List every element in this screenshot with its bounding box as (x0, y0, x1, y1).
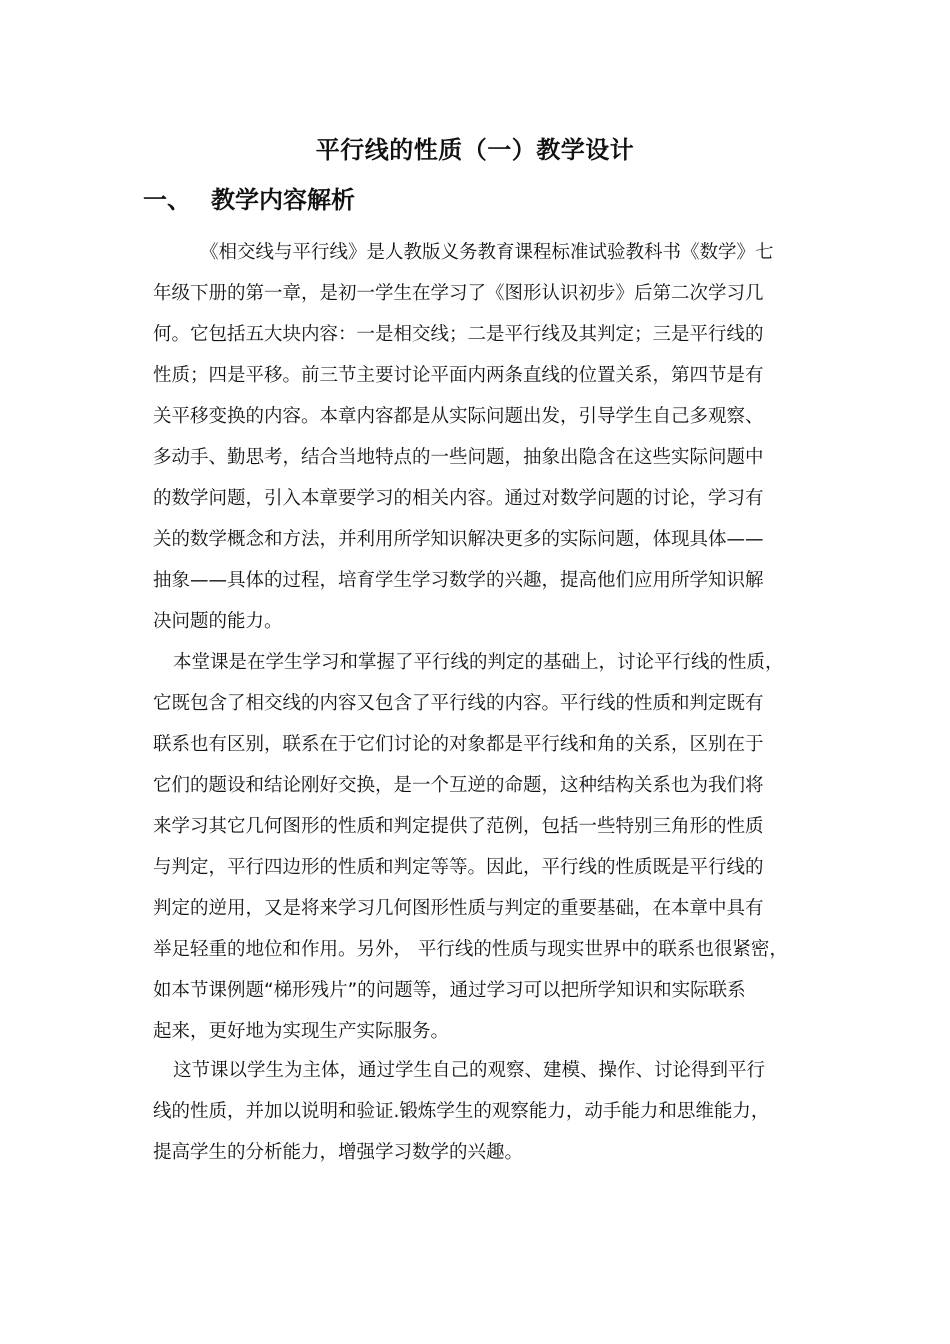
text-line: 抽象——具体的过程，培育学生学习数学的兴趣，提高他们应用所学知识解 (153, 570, 764, 591)
section-heading-text: 教学内容解析 (211, 186, 355, 214)
text-line: 它既包含了相交线的内容又包含了平行线的内容。平行线的性质和判定既有 (153, 693, 764, 714)
text-line: 起来，更好地为实现生产实际服务。 (153, 1021, 450, 1042)
document-title: 平行线的性质（一）教学设计 (315, 136, 635, 164)
section-heading (143, 182, 355, 218)
text-line: 线的性质，并加以说明和验证.锻炼学生的观察能力，动手能力和思维能力， (153, 1101, 770, 1122)
text-line: 举足轻重的地位和作用。另外， 平行线的性质与现实世界中的联系也很紧密， (153, 939, 788, 960)
text-line: 来学习其它几何图形的性质和判定提供了范例，包括一些特别三角形的性质 (153, 816, 764, 837)
section-number: 一、 (143, 186, 191, 214)
text-line: 多动手、勤思考，结合当地特点的一些问题，抽象出隐含在这些实际问题中 (153, 447, 764, 468)
text-line: 的数学问题，引入本章要学习的相关内容。通过对数学问题的讨论，学习有 (153, 488, 764, 509)
text-line: 判定的逆用，又是将来学习几何图形性质与判定的重要基础，在本章中具有 (153, 898, 764, 919)
text-line: 这节课以学生为主体，通过学生自己的观察、建模、操作、讨论得到平行 (173, 1060, 766, 1081)
text-line: 联系也有区别，联系在于它们讨论的对象都是平行线和角的关系，区别在于 (153, 734, 764, 755)
text-line: 如本节课例题“梯形残片”的问题等，通过学习可以把所学知识和实际联系 (153, 980, 746, 1001)
text-line: 与判定，平行四边形的性质和判定等等。因此，平行线的性质既是平行线的 (153, 857, 764, 878)
text-line: 决问题的能力。 (153, 611, 283, 632)
text-line: 关的数学概念和方法，并利用所学知识解决更多的实际问题，体现具体—— (153, 529, 764, 550)
text-line: 本堂课是在学生学习和掌握了平行线的判定的基础上，讨论平行线的性质， (173, 652, 784, 673)
text-line: 何。它包括五大块内容：一是相交线；二是平行线及其判定；三是平行线的 (153, 324, 764, 345)
text-line: 提高学生的分析能力，增强学习数学的兴趣。 (153, 1142, 524, 1163)
text-line: 年级下册的第一章，是初一学生在学习了《图形认识初步》后第二次学习几 (153, 283, 764, 304)
text-line: 它们的题设和结论刚好交换，是一个互逆的命题，这种结构关系也为我们将 (153, 775, 764, 796)
text-line: 关平移变换的内容。本章内容都是从实际问题出发，引导学生自己多观察、 (153, 406, 764, 427)
text-line: 《相交线与平行线》是人教版义务教育课程标准试验教科书《数学》七 (200, 242, 774, 263)
text-line: 性质；四是平移。前三节主要讨论平面内两条直线的位置关系，第四节是有 (153, 365, 764, 386)
